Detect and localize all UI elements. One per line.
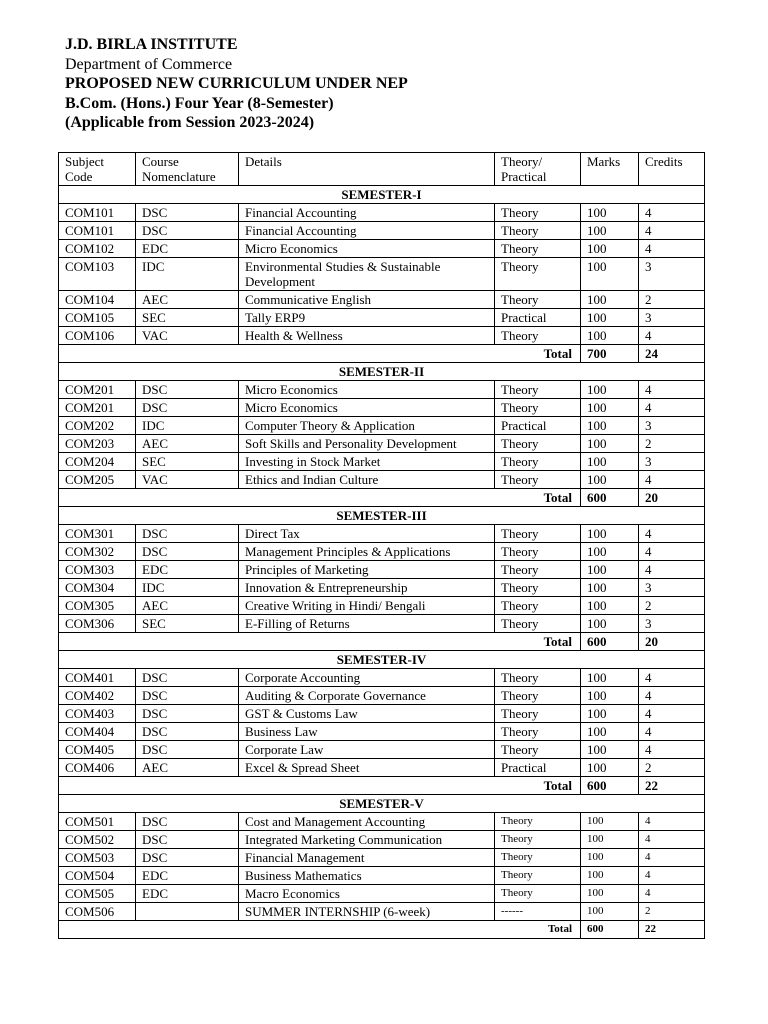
nomenclature-cell — [136, 903, 239, 921]
marks-cell: 100 — [581, 258, 639, 291]
table-row — [59, 597, 705, 615]
subject-code-cell: COM305 — [59, 597, 136, 615]
table-row — [59, 669, 705, 687]
table-row — [59, 723, 705, 741]
nomenclature-cell: IDC — [136, 258, 239, 291]
total-credits: 22 — [639, 921, 705, 939]
marks-cell: 100 — [581, 471, 639, 489]
semester-title: SEMESTER-II — [59, 363, 705, 381]
table-row — [59, 813, 705, 831]
details-cell: Management Principles & Applications — [239, 543, 495, 561]
nomenclature-cell: AEC — [136, 435, 239, 453]
marks-cell: 100 — [581, 525, 639, 543]
subject-code-cell: COM303 — [59, 561, 136, 579]
details-cell: Corporate Law — [239, 741, 495, 759]
total-label: Total — [59, 777, 581, 795]
details-cell: Health & Wellness — [239, 327, 495, 345]
subject-code-cell: COM503 — [59, 849, 136, 867]
credits-cell: 4 — [639, 867, 705, 885]
table-row — [59, 615, 705, 633]
marks-cell: 100 — [581, 222, 639, 240]
nomenclature-cell: DSC — [136, 525, 239, 543]
nomenclature-cell: DSC — [136, 705, 239, 723]
credits-cell: 4 — [639, 723, 705, 741]
subject-code-cell: COM504 — [59, 867, 136, 885]
mode-cell: Theory — [495, 615, 581, 633]
table-row — [59, 687, 705, 705]
mode-cell: Theory — [495, 222, 581, 240]
subject-code-cell: COM302 — [59, 543, 136, 561]
mode-cell: Theory — [495, 705, 581, 723]
nomenclature-cell: DSC — [136, 813, 239, 831]
marks-cell: 100 — [581, 435, 639, 453]
subject-code-cell: COM101 — [59, 204, 136, 222]
total-label: Total — [59, 345, 581, 363]
mode-cell: Theory — [495, 723, 581, 741]
mode-cell: Theory — [495, 258, 581, 291]
marks-cell: 100 — [581, 759, 639, 777]
nomenclature-cell: DSC — [136, 669, 239, 687]
table-row — [59, 525, 705, 543]
semester-title: SEMESTER-V — [59, 795, 705, 813]
credits-cell: 4 — [639, 849, 705, 867]
details-cell: Tally ERP9 — [239, 309, 495, 327]
nomenclature-cell: DSC — [136, 222, 239, 240]
subject-code-cell: COM406 — [59, 759, 136, 777]
subject-code-cell: COM202 — [59, 417, 136, 435]
subject-code-cell: COM203 — [59, 435, 136, 453]
table-row — [59, 204, 705, 222]
total-marks: 600 — [581, 777, 639, 795]
details-cell: Corporate Accounting — [239, 669, 495, 687]
semester-title-row — [59, 795, 705, 813]
nomenclature-cell: DSC — [136, 723, 239, 741]
nomenclature-cell: DSC — [136, 831, 239, 849]
subject-code-cell: COM301 — [59, 525, 136, 543]
marks-cell: 100 — [581, 240, 639, 258]
marks-cell: 100 — [581, 669, 639, 687]
credits-cell: 4 — [639, 204, 705, 222]
details-cell: Micro Economics — [239, 381, 495, 399]
details-cell: Soft Skills and Personality Development — [239, 435, 495, 453]
mode-cell: Theory — [495, 813, 581, 831]
nomenclature-cell: DSC — [136, 399, 239, 417]
credits-cell: 4 — [639, 813, 705, 831]
semester-title: SEMESTER-I — [59, 186, 705, 204]
nomenclature-cell: DSC — [136, 687, 239, 705]
nomenclature-cell: AEC — [136, 759, 239, 777]
marks-cell: 100 — [581, 543, 639, 561]
table-row — [59, 435, 705, 453]
document-header — [65, 35, 408, 133]
credits-cell: 4 — [639, 471, 705, 489]
credits-cell: 4 — [639, 399, 705, 417]
semester-total-row — [59, 633, 705, 651]
nomenclature-cell: VAC — [136, 471, 239, 489]
details-cell: Cost and Management Accounting — [239, 813, 495, 831]
total-marks: 700 — [581, 345, 639, 363]
marks-cell: 100 — [581, 381, 639, 399]
total-marks: 600 — [581, 489, 639, 507]
mode-cell: Theory — [495, 240, 581, 258]
table-row — [59, 849, 705, 867]
credits-cell: 3 — [639, 615, 705, 633]
marks-cell: 100 — [581, 831, 639, 849]
subject-code-cell: COM103 — [59, 258, 136, 291]
mode-cell: Theory — [495, 741, 581, 759]
table-header-row — [59, 153, 705, 186]
subject-code-cell: COM405 — [59, 741, 136, 759]
table-row — [59, 291, 705, 309]
details-cell: Direct Tax — [239, 525, 495, 543]
semester-total-row — [59, 345, 705, 363]
details-cell: GST & Customs Law — [239, 705, 495, 723]
table-row — [59, 222, 705, 240]
mode-cell: Theory — [495, 885, 581, 903]
table-row — [59, 903, 705, 921]
details-cell: Environmental Studies & Sustainable Development — [239, 258, 495, 291]
column-header-course-nomenclature: Course Nomenclature — [136, 153, 239, 186]
subject-code-cell: COM204 — [59, 453, 136, 471]
credits-cell: 4 — [639, 222, 705, 240]
subject-code-cell: COM101 — [59, 222, 136, 240]
session-note: (Applicable from Session 2023-2024) — [65, 114, 315, 132]
credits-cell: 4 — [639, 525, 705, 543]
mode-cell: Theory — [495, 867, 581, 885]
marks-cell: 100 — [581, 327, 639, 345]
total-label: Total — [59, 489, 581, 507]
semester-title-row — [59, 186, 705, 204]
mode-cell: Theory — [495, 579, 581, 597]
details-cell: Creative Writing in Hindi/ Bengali — [239, 597, 495, 615]
details-cell: Financial Management — [239, 849, 495, 867]
marks-cell: 100 — [581, 417, 639, 435]
mode-cell: Theory — [495, 381, 581, 399]
marks-cell: 100 — [581, 453, 639, 471]
table-row — [59, 471, 705, 489]
total-credits: 20 — [639, 489, 705, 507]
marks-cell: 100 — [581, 903, 639, 921]
nomenclature-cell: AEC — [136, 291, 239, 309]
credits-cell: 3 — [639, 258, 705, 291]
credits-cell: 2 — [639, 597, 705, 615]
table-row — [59, 258, 705, 291]
mode-cell: Theory — [495, 327, 581, 345]
credits-cell: 4 — [639, 543, 705, 561]
marks-cell: 100 — [581, 309, 639, 327]
details-cell: Ethics and Indian Culture — [239, 471, 495, 489]
column-header-credits: Credits — [639, 153, 705, 186]
nomenclature-cell: SEC — [136, 615, 239, 633]
mode-cell: Theory — [495, 669, 581, 687]
table-row — [59, 543, 705, 561]
details-cell: Computer Theory & Application — [239, 417, 495, 435]
program-name: B.Com. (Hons.) Four Year (8-Semester) — [65, 94, 334, 112]
mode-cell: Theory — [495, 399, 581, 417]
subject-code-cell: COM401 — [59, 669, 136, 687]
total-marks: 600 — [581, 921, 639, 939]
credits-cell: 4 — [639, 561, 705, 579]
mode-cell: Practical — [495, 417, 581, 435]
nomenclature-cell: DSC — [136, 204, 239, 222]
credits-cell: 3 — [639, 453, 705, 471]
credits-cell: 4 — [639, 669, 705, 687]
marks-cell: 100 — [581, 291, 639, 309]
nomenclature-cell: EDC — [136, 867, 239, 885]
marks-cell: 100 — [581, 741, 639, 759]
semester-total-row — [59, 777, 705, 795]
details-cell: Financial Accounting — [239, 222, 495, 240]
credits-cell: 4 — [639, 705, 705, 723]
column-header-subject-code: Subject Code — [59, 153, 136, 186]
credits-cell: 2 — [639, 759, 705, 777]
marks-cell: 100 — [581, 885, 639, 903]
credits-cell: 2 — [639, 435, 705, 453]
nomenclature-cell: IDC — [136, 417, 239, 435]
table-row — [59, 759, 705, 777]
column-header-theory-practical: Theory/ Practical — [495, 153, 581, 186]
subject-code-cell: COM104 — [59, 291, 136, 309]
institute-name: J.D. BIRLA INSTITUTE — [65, 36, 238, 53]
mode-cell: Theory — [495, 435, 581, 453]
table-row — [59, 705, 705, 723]
table-row — [59, 741, 705, 759]
semester-title: SEMESTER-IV — [59, 651, 705, 669]
nomenclature-cell: EDC — [136, 240, 239, 258]
marks-cell: 100 — [581, 813, 639, 831]
nomenclature-cell: EDC — [136, 885, 239, 903]
credits-cell: 3 — [639, 579, 705, 597]
nomenclature-cell: AEC — [136, 597, 239, 615]
subject-code-cell: COM505 — [59, 885, 136, 903]
subject-code-cell: COM304 — [59, 579, 136, 597]
table-row — [59, 561, 705, 579]
table-row — [59, 453, 705, 471]
nomenclature-cell: EDC — [136, 561, 239, 579]
mode-cell: Theory — [495, 597, 581, 615]
total-credits: 20 — [639, 633, 705, 651]
subject-code-cell: COM102 — [59, 240, 136, 258]
subject-code-cell: COM201 — [59, 399, 136, 417]
table-row — [59, 831, 705, 849]
credits-cell: 2 — [639, 903, 705, 921]
credits-cell: 4 — [639, 327, 705, 345]
credits-cell: 4 — [639, 885, 705, 903]
nomenclature-cell: VAC — [136, 327, 239, 345]
credits-cell: 4 — [639, 240, 705, 258]
table-row — [59, 399, 705, 417]
table-row — [59, 867, 705, 885]
subject-code-cell: COM501 — [59, 813, 136, 831]
credits-cell: 2 — [639, 291, 705, 309]
subject-code-cell: COM403 — [59, 705, 136, 723]
mode-cell: Theory — [495, 204, 581, 222]
marks-cell: 100 — [581, 597, 639, 615]
subject-code-cell: COM106 — [59, 327, 136, 345]
table-row — [59, 417, 705, 435]
mode-cell: Theory — [495, 687, 581, 705]
details-cell: Excel & Spread Sheet — [239, 759, 495, 777]
mode-cell: Practical — [495, 309, 581, 327]
subject-code-cell: COM404 — [59, 723, 136, 741]
total-credits: 24 — [639, 345, 705, 363]
curriculum-table-body — [59, 186, 705, 939]
credits-cell: 4 — [639, 831, 705, 849]
nomenclature-cell: DSC — [136, 381, 239, 399]
semester-title-row — [59, 363, 705, 381]
nomenclature-cell: IDC — [136, 579, 239, 597]
semester-total-row — [59, 921, 705, 939]
details-cell: Micro Economics — [239, 399, 495, 417]
nomenclature-cell: DSC — [136, 849, 239, 867]
credits-cell: 4 — [639, 741, 705, 759]
total-label: Total — [59, 633, 581, 651]
total-label: Total — [59, 921, 581, 939]
table-row — [59, 309, 705, 327]
subject-code-cell: COM205 — [59, 471, 136, 489]
semester-title: SEMESTER-III — [59, 507, 705, 525]
details-cell: Micro Economics — [239, 240, 495, 258]
details-cell: E-Filling of Returns — [239, 615, 495, 633]
credits-cell: 4 — [639, 687, 705, 705]
marks-cell: 100 — [581, 204, 639, 222]
subject-code-cell: COM506 — [59, 903, 136, 921]
details-cell: Financial Accounting — [239, 204, 495, 222]
total-marks: 600 — [581, 633, 639, 651]
subject-code-cell: COM402 — [59, 687, 136, 705]
mode-cell: Theory — [495, 291, 581, 309]
credits-cell: 3 — [639, 417, 705, 435]
details-cell: Business Law — [239, 723, 495, 741]
mode-cell: Theory — [495, 561, 581, 579]
mode-cell: Theory — [495, 543, 581, 561]
mode-cell: Theory — [495, 525, 581, 543]
mode-cell: Theory — [495, 831, 581, 849]
nomenclature-cell: DSC — [136, 543, 239, 561]
subject-code-cell: COM502 — [59, 831, 136, 849]
marks-cell: 100 — [581, 579, 639, 597]
credits-cell: 3 — [639, 309, 705, 327]
credits-cell: 4 — [639, 381, 705, 399]
marks-cell: 100 — [581, 849, 639, 867]
marks-cell: 100 — [581, 867, 639, 885]
semester-total-row — [59, 489, 705, 507]
details-cell: Macro Economics — [239, 885, 495, 903]
table-row — [59, 885, 705, 903]
details-cell: SUMMER INTERNSHIP (6-week) — [239, 903, 495, 921]
table-row — [59, 579, 705, 597]
column-header-details: Details — [239, 153, 495, 186]
table-row — [59, 240, 705, 258]
marks-cell: 100 — [581, 705, 639, 723]
marks-cell: 100 — [581, 615, 639, 633]
details-cell: Innovation & Entrepreneurship — [239, 579, 495, 597]
nomenclature-cell: DSC — [136, 741, 239, 759]
mode-cell: Practical — [495, 759, 581, 777]
column-header-marks: Marks — [581, 153, 639, 186]
marks-cell: 100 — [581, 399, 639, 417]
total-credits: 22 — [639, 777, 705, 795]
mode-cell: Theory — [495, 849, 581, 867]
marks-cell: 100 — [581, 561, 639, 579]
mode-cell: Theory — [495, 453, 581, 471]
subject-code-cell: COM201 — [59, 381, 136, 399]
semester-title-row — [59, 507, 705, 525]
marks-cell: 100 — [581, 723, 639, 741]
nomenclature-cell: SEC — [136, 453, 239, 471]
details-cell: Integrated Marketing Communication — [239, 831, 495, 849]
mode-cell: Theory — [495, 471, 581, 489]
details-cell: Auditing & Corporate Governance — [239, 687, 495, 705]
table-row — [59, 381, 705, 399]
curriculum-table — [58, 152, 705, 939]
department-name: Department of Commerce — [65, 55, 233, 73]
subject-code-cell: COM105 — [59, 309, 136, 327]
marks-cell: 100 — [581, 687, 639, 705]
table-row — [59, 327, 705, 345]
details-cell: Principles of Marketing — [239, 561, 495, 579]
nomenclature-cell: SEC — [136, 309, 239, 327]
details-cell: Communicative English — [239, 291, 495, 309]
semester-title-row — [59, 651, 705, 669]
details-cell: Business Mathematics — [239, 867, 495, 885]
mode-cell: ------ — [495, 903, 581, 921]
subject-code-cell: COM306 — [59, 615, 136, 633]
document-title: PROPOSED NEW CURRICULUM UNDER NEP — [65, 75, 408, 93]
details-cell: Investing in Stock Market — [239, 453, 495, 471]
